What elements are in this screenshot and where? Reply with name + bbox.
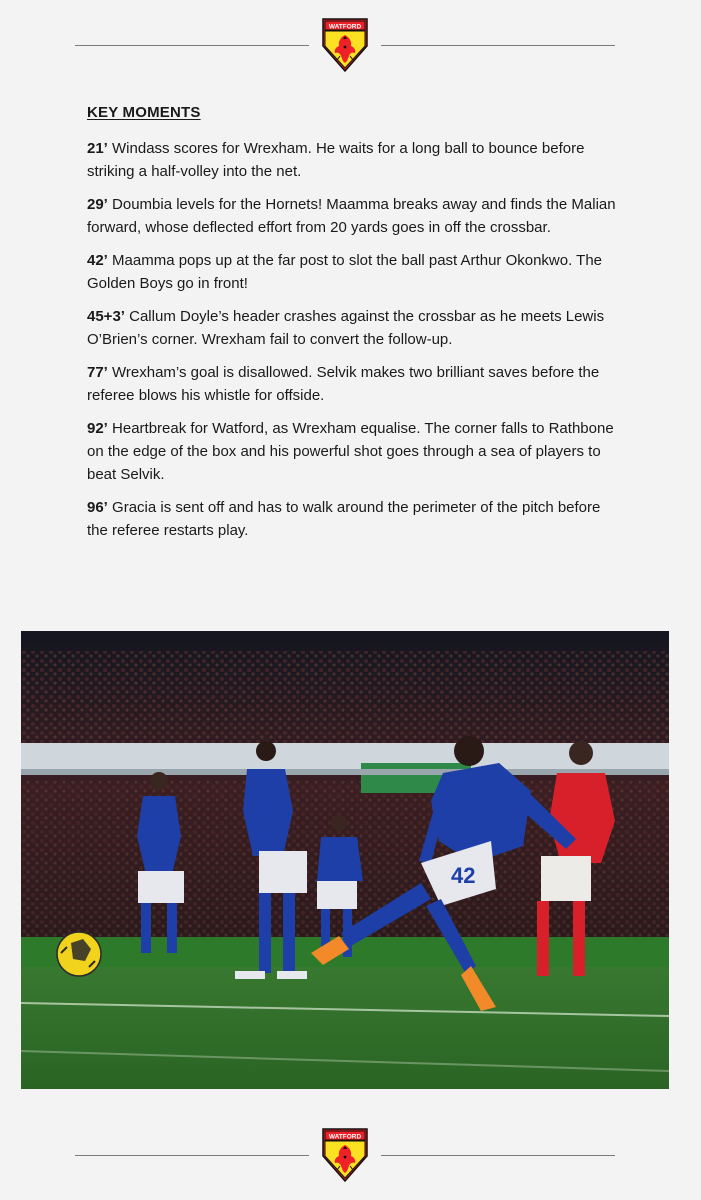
watford-crest-icon <box>320 1126 370 1184</box>
moment-text: Wrexham’s goal is disallowed. Selvik makes two brilliant saves before the referee blows his whistle for offside. <box>87 364 600 404</box>
moment-item <box>87 193 617 239</box>
moment-minute: 96’ <box>87 499 108 516</box>
moment-text: Heartbreak for Watford, as Wrexham equalise. The corner falls to Rathbone on the edge of the box and his powerful shot goes through a sea of players to beat Selvik. <box>87 420 614 483</box>
match-photo <box>21 631 669 1089</box>
match-photo-illustration <box>21 631 669 1089</box>
header-crest-divider <box>75 16 615 76</box>
moment-text: Gracia is sent off and has to walk around the perimeter of the pitch before the referee restarts play. <box>87 499 601 539</box>
crest-text: WATFORD <box>328 23 362 31</box>
key-moments-heading: KEY MOMENTS <box>87 104 201 121</box>
moment-minute: 42’ <box>87 252 108 269</box>
moment-minute: 21’ <box>87 140 108 157</box>
moment-text: Callum Doyle’s header crashes against the crossbar as he meets Lewis O’Brien’s corner. Wrexham fail to convert the follow-up. <box>87 308 605 348</box>
divider-line <box>75 1155 309 1156</box>
moment-minute: 77’ <box>87 364 108 381</box>
moment-minute: 29’ <box>87 196 108 213</box>
moment-item <box>87 137 617 183</box>
divider-line <box>75 45 309 46</box>
divider-line <box>381 45 615 46</box>
moment-item <box>87 361 617 407</box>
crest-text: WATFORD <box>328 1133 362 1141</box>
divider-line <box>381 1155 615 1156</box>
moment-text: Maamma pops up at the far post to slot the ball past Arthur Okonkwo. The Golden Boys go in front! <box>87 252 603 292</box>
moment-item <box>87 249 617 295</box>
shirt-number: 42 <box>451 863 476 888</box>
moment-text: Windass scores for Wrexham. He waits for a long ball to bounce before striking a half-volley into the net. <box>87 140 585 180</box>
moment-item <box>87 496 617 542</box>
moment-item <box>87 417 617 486</box>
key-moments-list <box>87 137 617 552</box>
watford-crest-icon <box>320 16 370 74</box>
moment-text: Doumbia levels for the Hornets! Maamma breaks away and finds the Malian forward, whose deflected effort from 20 yards goes in off the crossbar. <box>87 196 616 236</box>
footer-crest-divider <box>75 1126 615 1186</box>
moment-item <box>87 305 617 351</box>
moment-minute: 92’ <box>87 420 108 437</box>
football-icon <box>57 932 101 976</box>
moment-minute: 45+3’ <box>87 308 125 325</box>
